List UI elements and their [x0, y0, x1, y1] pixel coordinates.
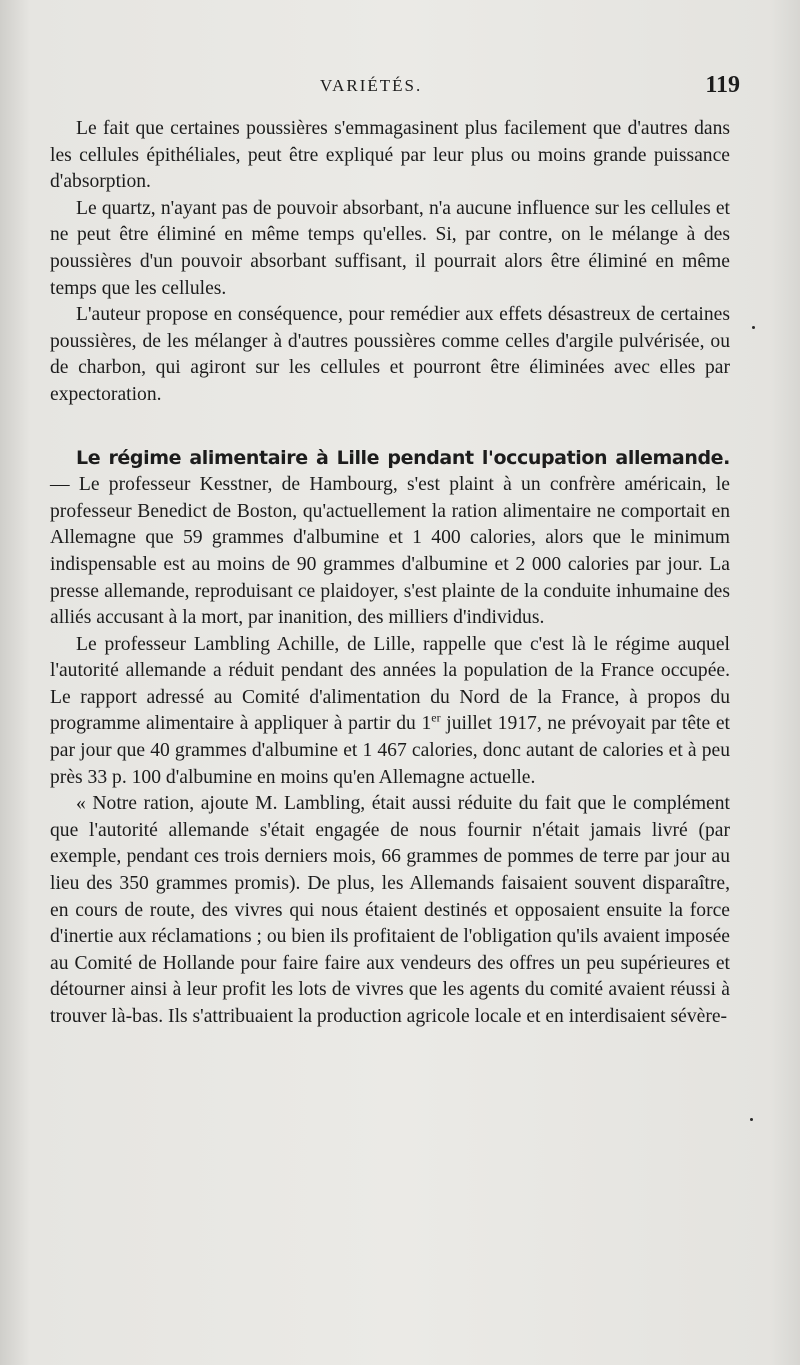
paragraph-dust-storage: Le fait que certaines poussières s'emmagasinent plus facilement que d'autres dans les cellules épithéliales, peut être expliqué par leur plus ou moins grande puissance d'absorption.: [50, 118, 730, 193]
margin-speck: [750, 1118, 753, 1121]
lambling-text-start: Le professeur Lambling Achille, de Lille, rappelle que c'est là le régime auquel l'autorité allemande a réduit pendant des années la population de la France occupée. Le rapport adressé au Comité d'alimentation du Nord de la France, à propos du programme alimentaire à appliquer à partir du 1: [50, 633, 730, 735]
lambling-text-end: juillet 1917, ne prévoyait par tête et par jour que 40 grammes d'albumine et 1 467 calories, donc autant de calories et à peu près 33 p. 100 d'albumine en moins qu'en Allemagne actuelle.: [50, 713, 730, 788]
page-number: 119: [705, 72, 740, 98]
section-title: Le régime alimentaire à Lille pendant l'occupation allemande.: [76, 446, 730, 469]
section-gap: [50, 409, 730, 445]
running-head: VARIÉTÉS.: [320, 76, 423, 95]
paragraph-lambling: [50, 632, 730, 792]
paragraph-quartz: Le quartz, n'ayant pas de pouvoir absorbant, n'a aucune influence sur les cellules et ne peut être éliminé en même temps qu'elles. Si, par contre, on le mélange à des poussières d'un pouvoir absorbant suffisant, il pourrait alors être éliminé en même temps que les cellules.: [50, 197, 730, 299]
paragraph-author-proposal: L'auteur propose en conséquence, pour remédier aux effets désastreux de certaines poussières, de les mélanger à d'autres poussières comme celles d'argile pulvérisée, ou de charbon, qui agiront sur les cellules et pourront être éliminées avec elles par expectoration.: [50, 304, 730, 405]
page-header: [20, 72, 740, 106]
superscript-er: er: [431, 710, 441, 725]
section-lead-text: — Le professeur Kesstner, de Hambourg, s'est plaint à un confrère américain, le professeur Benedict de Boston, qu'actuellement la ration alimentaire ne comportait en Allemagne que 59 grammes d'albumine et 1 400 calories, alors que le minimum indispensable est au moins de 90 grammes d'albumine et 2 000 calories par jour. La presse allemande, reproduisant ce plaidoyer, s'est plainte de la conduite inhumaine des alliés accusant à la mort, par inanition, des milliers d'individus.: [50, 474, 730, 629]
paragraph-quote-ration: « Notre ration, ajoute M. Lambling, était aussi réduite du fait que le complément que l'autorité allemande s'était engagée de nous fournir n'était jamais livré (par exemple, pendant ces trois derniers mois, 66 grammes de pommes de terre par jour au lieu des 350 grammes promis). De plus, les Allemands faisaient souvent disparaître, en cours de route, des vivres qui nous étaient destinés et opposaient ensuite la force d'inertie aux réclamations ; ou bien ils profitaient de l'obligation qu'ils avaient imposée au Comité de Hollande pour faire faire aux vendeurs des offres un peu supérieures et détourner ainsi à leur profit les lots de vivres que les agents du comité avaient réussi à trouver là-bas. Ils s'attribuaient la production agricole locale et en interdisaient sévère-: [50, 793, 730, 1027]
paragraph-section-lead: [50, 445, 730, 632]
margin-speck: [752, 326, 755, 329]
body-text: [50, 116, 730, 1031]
